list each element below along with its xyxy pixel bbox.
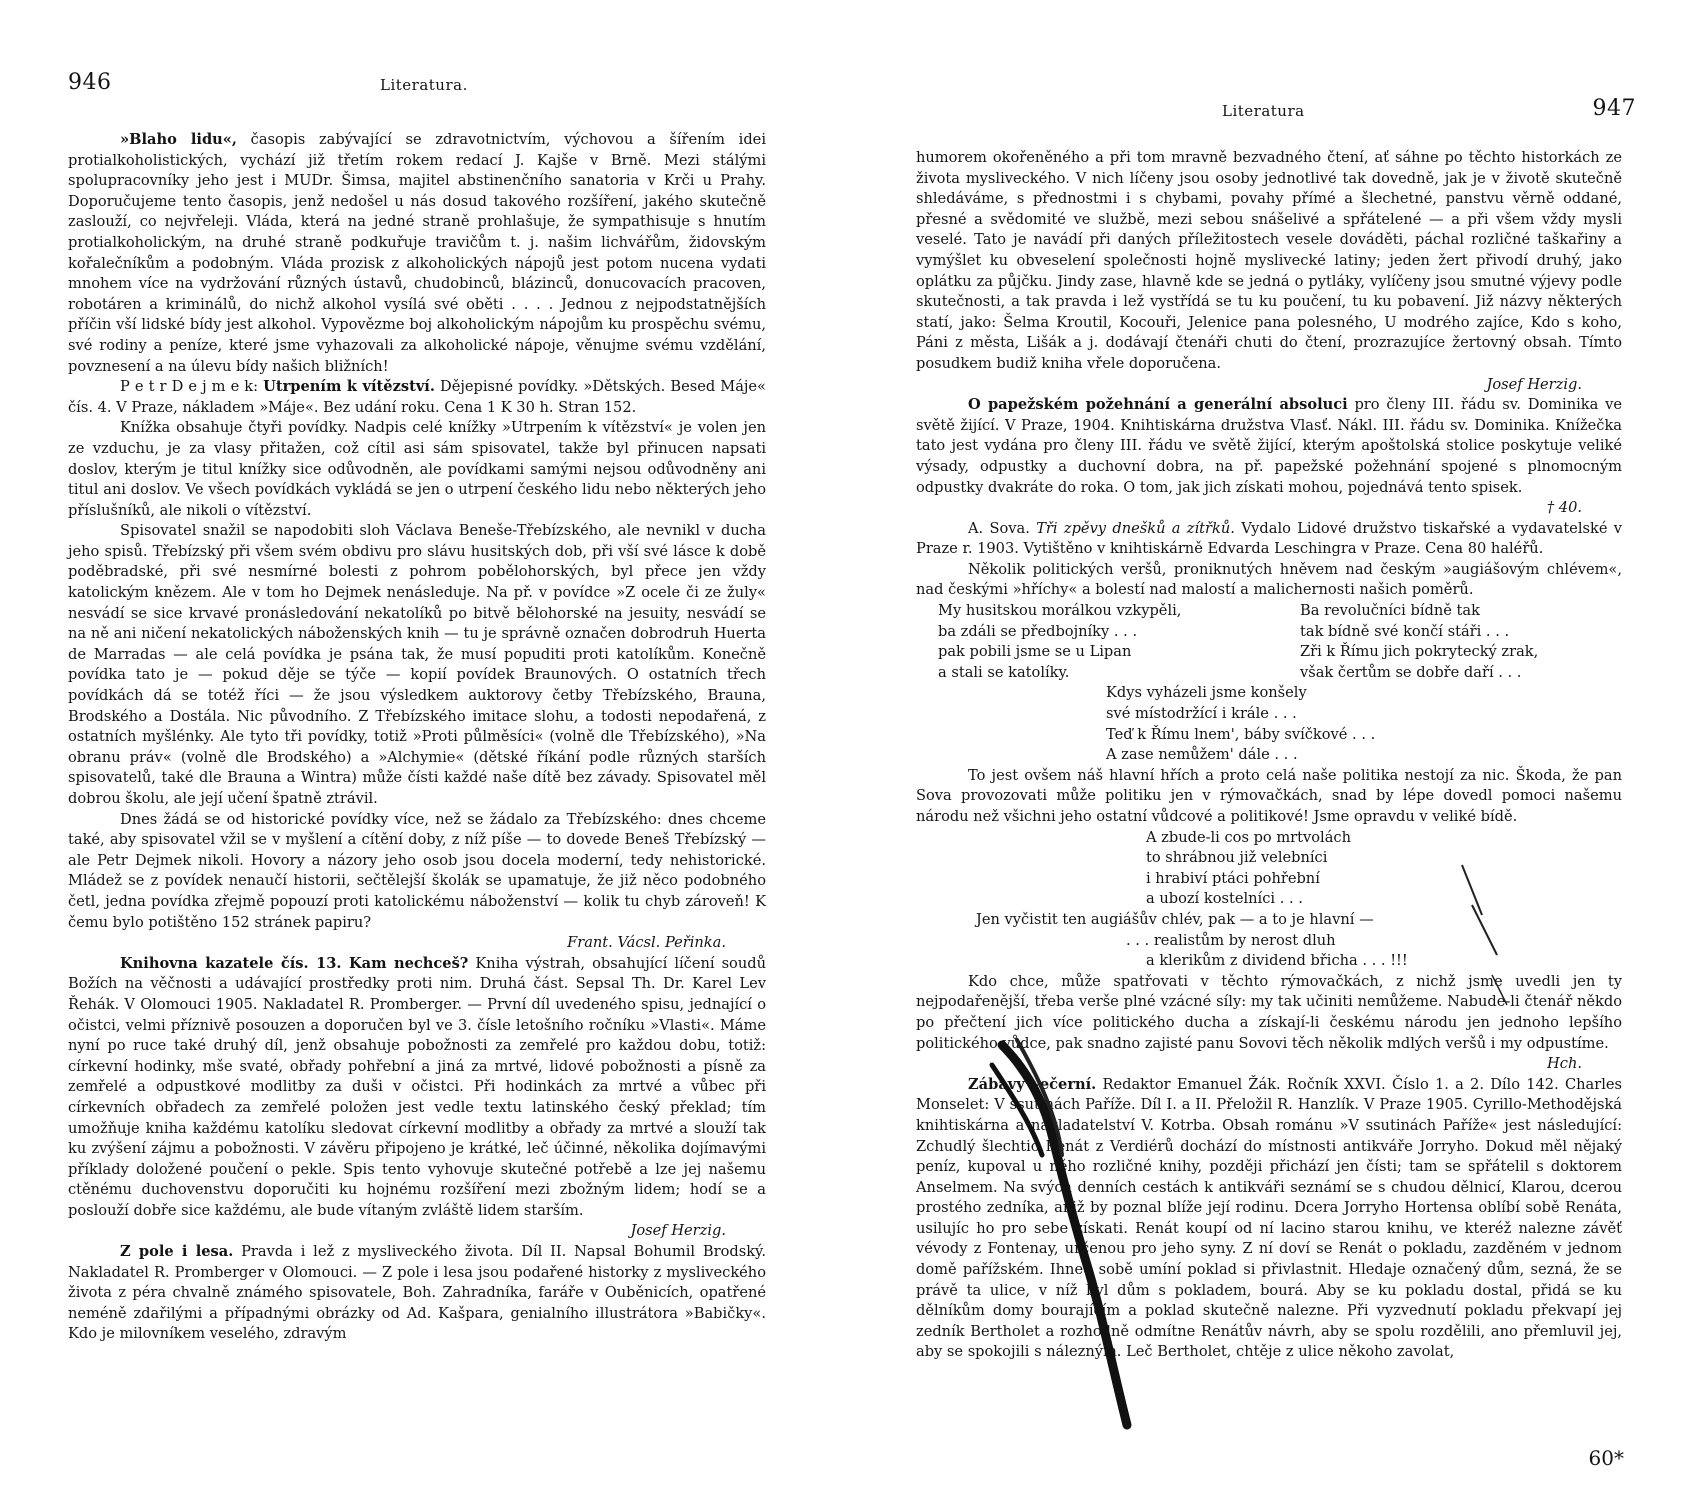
running-title: Literatura <box>1222 102 1305 120</box>
paragraph <box>68 418 766 521</box>
review-title: »Blaho lidu«, <box>120 131 237 148</box>
paragraph-text: Vydalo Lidové družstvo tiskařské a vydavatelské v Praze r. 1903. Vytištěno v knihtiskárně Edvarda Leschingra v Praze. Cena 80 haléřů. <box>916 519 1623 558</box>
poem-stanza-2 <box>1146 828 1622 910</box>
poem-line: to shrábnou již velebníci <box>1146 849 1328 867</box>
paragraph: Několik politických veršů, proniknutých hněvem nad českým »augiášovým chlévem«, nad českými »hříchy« a bolestí nad malostí a malichernosti našich poměrů. <box>916 560 1622 599</box>
running-title: Literatura. <box>380 76 468 94</box>
poem-line: ba zdáli se předbojníky . . . <box>938 622 1138 640</box>
paragraph <box>68 130 766 377</box>
paragraph-text: Kniha výstrah, obsahující líčení soudů Božích na věčnosti a udávající prostředky proti nim. Druhá část. Sepsal Th. Dr. Karel Lev Řehák. V Olomouci 1905. Nakladatel R. Promberger. — První díl uvedeného spisu, jednající o očistci, velmi příznivě posouzen a doporučen byl ve 3. čísle letošního ročníku »Vlasti«. Máme nyní po ruce také druhý díl, jenž obsahuje pobožnosti za zemřelé pro každou dobu, totiž: církevní hodinky, mše svaté, obřady pohřební a jiná za mrtvé, lidové pobožnosti a písně za zemřelé a odpustkové modlitby za duši v očistci. Při hodinkách za mrtvé a vůbec při církevních obřadech za zemřelé položen jest vedle textu latinského český překlad; tím umožňuje kniha každému katolíku sledovat církevní modlitby a obřady za mrtvé a slouží tak ku zvýšení zájmu a pobožnosti. V závěru připojeno je krátké, leč účinné, několika dojímavými příklady doložené poučení o pekle. Spis tento vyhovuje skutečné potřebě a lze jej našemu ctěnému duchovenstvu doporučiti ku hojnému rozšíření mezi zbožným lidem; hodí se a poslouží dobře sice každému, ale bude vítaným zvláště lidem starším. <box>68 954 766 1219</box>
paragraph-text: Dnes žádá se od historické povídky více, než se žádalo za Třebízského: dnes chceme také, aby spisovatel vžil se v myšlení a cítění doby, z níž píše — to dovede Beneš Třebízský — ale Petr Dejmek nikoli. Hovory a názory jeho osob jsou docela moderní, tedy nehistorické. Mládež se z povídek nenaučí historii, sečtělejší školák se upamatuje, že již něco podobného četl, jedna povídka zřejmě popouzí proti katolickému náboženství — kolik tu chyb zároveň! K čemu bylo potištěno 152 stránek papiru? <box>68 810 766 931</box>
poem-stanza-right <box>1300 601 1622 683</box>
paragraph <box>68 521 766 809</box>
paragraph-text: Spisovatel snažil se napodobiti sloh Václava Beneše-Třebízského, ale nevnikl v ducha jeho spisů. Třebízský při všem svém obdivu pro slávu husitských dob, při vší své lásce k době poděbradské, při své nesmírné bolesti z pohrom pobělohorských, byl přece jen vždy katolickým knězem. Ale v tom ho Dejmek nenásleduje. Na př. v povídce »Z ocele či ze žuly« nesvádí se sice krvavé pronásledování nekatolíků po bitvě bělohorské na jesuity, nesvádí se na ně ani ničení nekatolických náboženských knih — tu je správně označen dobrodruh Huerta de Marradas — ale celá povídka je psána tak, že musí popuditi proti katolíkům. Konečně povídka tato je — pokud děje se týče — kopií povídek Braunových. O ostatních třech povídkách dá se totéž říci — že jsou výsledkem auktorovy četby Třebízského, Brauna, Brodského a Dostála. Nic původního. Z Třebízského imitace slohu, a todosti nepodařená, z ostatních myšlénky. Ale tyto tři povídky, totiž »Proti půlměsíci« (volně dle Třebízského), »Na obranu práv« (volně dle Brodského) a »Alchymie« (dětské říkání podle různých starších spisovatelů, také dle Brauna a Wintra) může čísti každé naše dítě bez závady. Spisovatel měl dobrou školu, ale její učení špatně ztrávil. <box>68 522 766 807</box>
review-title: Z pole i lesa. <box>120 1243 234 1261</box>
review-title: Utrpením k vítězství. <box>263 378 435 396</box>
review-title: O papežském požehnání a generální absoluci <box>968 396 1348 414</box>
poem-line: A zbude-li cos po mrtvolách <box>1146 828 1351 846</box>
paragraph-text: P e t r D e j m e k: <box>120 378 264 396</box>
poem-line: i hrabiví ptáci pohřební <box>1146 869 1320 887</box>
paragraph-text: Redaktor Emanuel Žák. Ročník XXVI. Číslo 1. a 2. Dílo 142. Charles Monselet: V ssutinách Paříže. Díl I. a II. Přeložil R. Hanzlík. V Praze 1905. Cyrillo-Methodějská knihtiskárna a nakladatelství V. Kotrba. Obsah románu »V ssutinách Paříže« jest následující: Zchudlý šlechtic Renát z Verdiérů dochází do místnosti antikváře Jorryho. Dokud měl nějaký peníz, kupoval u něho rozličné knihy, později přichází jen čísti; tam se spřátelil s doktorem Anselmem. Na svých denních cestách k antikváři seznámí se s chudou dělnicí, Klarou, dcerou prostého zedníka, aniž by poznal blíže její rodinu. Dcera Jorryho Hortensa oblíbí sobě Renáta, usilujíc ho pro sebe získati. Renát koupí od ní lacino starou knihu, ve kteréž nalezne závěť vévody z Fontenay, určenou pro jeho syny. Z ní doví se Renát o pokladu, zazděném v jednom domě pařížském. Ihned sobě umíní poklad si přivlastnit. Hledaje označený dům, sezná, že se právě ta ulice, v níž byl dům s pokladem, bourá. Aby se ku pokladu dostal, přidá se ku dělníkům domy bourajícím a poklad skutečně nalezne. Při vyzvednutí pokladu překvapí jej zedník Bertholet a rozhodně odmítne Renátův návrh, aby se spolu rozdělili, ano přemluvil jej, aby se spokojili s nálezným. Leč Bertholet, chtěje z ulice někoho zavolat, <box>916 1075 1622 1361</box>
paragraph-text: Pravda i lež z mysliveckého života. Díl II. Napsal Bohumil Brodský. Nakladatel R. Promberger v Olomouci. — Z pole i lesa jsou podařené historky z mysliveckého života z péra chvalně známého spisovatele, Boh. Zahradníka, faráře v Ouběnicích, opatřené neméně zdařilými a případnými obrázky od Ad. Kašpara, genialního illustrátora »Babičky«. Kdo je milovníkem veselého, zdravým <box>68 1243 766 1343</box>
ink-smudge <box>962 1005 1142 1445</box>
left-column-text <box>68 130 766 1345</box>
paragraph-text: humorem okořeněného a při tom mravně bezvadného čtení, ať sáhne po těchto historkách ze života mysliveckého. V nich líčeny jsou osoby jednotlivé tak dovedně, jak je v životě skutečně shledáváme, s přednostmi i s chybami, povahy přímé a šlechetné, panstvu věrně oddané, přesné a svědomité ve službě, mezi sebou snášelivé a spřátelené — a při všem vždy mysli veselé. Tato je navádí při daných příležitostech vesele dováděti, páchal rozličné taškařiny a vymýšlet ku obveselení společnosti hojně myslivecké latiny; jeden žert přivodí druhý, jako oplátku za půjčku. Jindy zase, hlavně kde se jedná o pytláky, vylíčeny jsou smutné výjevy podle skutečnosti, a tak pravda i lež vystřídá se tu ku poučení, tu ku pobavení. Již názvy některých statí, jako: Šelma Kroutil, Kocouři, Jelenice pana polesného, U modrého zajíce, Kdo s koho, Páni z města, Lišák a j. dodávají čtenáři chuti do čtení, prozrazujíce žertovný obsah. Tímto posudkem budiž kniha vřele doporučena. <box>916 149 1622 372</box>
poem-line: . . . realistům by nerost dluh <box>1126 931 1336 949</box>
review-author: A. Sova. <box>968 519 1030 537</box>
poem-line: Kdys vyházeli jsme konšely <box>1106 684 1307 702</box>
poem-line: Jen vyčistit ten augiášův chlév, pak — a to je hlavní — <box>976 910 1374 928</box>
poem-line: Ba revolučníci bídně tak <box>1300 602 1480 620</box>
poem-line: a ubozí kostelníci . . . <box>1146 890 1303 908</box>
paragraph-text: Dějepisné povídky. »Dětských. Besed Máje« čís. 4. V Praze, nákladem »Máje«. Bez udání roku. Cena 1 K 30 h. Stran 152. <box>68 378 766 416</box>
page-number: 947 <box>1592 96 1636 121</box>
poem-stanza-center <box>1106 683 1622 765</box>
paragraph <box>916 395 1622 519</box>
paragraph <box>68 377 766 418</box>
paragraph <box>916 519 1622 560</box>
poem-line: však čertům se dobře daří . . . <box>1300 663 1522 681</box>
poem-line: Zři k Římu jich pokrytecký zrak, <box>1300 643 1539 661</box>
pencil-stroke <box>1452 855 1522 1015</box>
signature: † 40. <box>1546 499 1582 517</box>
review-title: Tři zpěvy dnešků a zítřků. <box>1036 519 1235 537</box>
signature: Josef Herzig. <box>1486 375 1582 393</box>
paragraph <box>916 148 1622 395</box>
poem-line: A zase nemůžem' dále . . . <box>1106 746 1298 764</box>
review-title: Knihovna kazatele čís. 13. Kam nechceš? <box>120 954 469 972</box>
paragraph-text: časopis zabývající se zdravotnictvím, výchovou a šířením idei protialkoholistických, vychází již třetím rokem redací J. Kajše v Brně. Mezi stálými spolupracovníky jeho jest i MUDr. Šimsa, majitel abstinenčního sanatoria v Krči u Prahy. Doporučujeme tento časopis, jenž nedošel u nás dosud takového rozšíření, jakého skutečně zaslouží, co nejvřeleji. Vláda, která na jedné straně prohlašuje, že sympathisuje s hnutím protialkoholickým, na druhé straně podkuřuje travičům t. j. našim lichvářům, židovským kořalečníkům a podobným. Vláda prozisk z alkoholických nápojů jest potom nucena vydati mnohem více na vydržování různých ústavů, chudobinců, blázinců, donucovacích pracoven, robotáren a kriminálů, do nichž alkohol vysílá své oběti . . . . Jednou z nejpodstatnějších příčin vší lidské bídy jest alkohol. Vypovězme boj alkoholickým nápojům ku prospěchu svému, své rodiny a peníze, které jsme vyhazovali za alkoholické nápoje, věnujme svému vzdělání, povznesení a na úlevu bídy našich bližních! <box>68 131 766 375</box>
poem-line: pak pobili jsme se u Lipan <box>938 643 1132 661</box>
page-number: 946 <box>68 70 112 95</box>
poem-line: své místodržící i krále . . . <box>1106 705 1297 723</box>
poem-two-column <box>938 601 1622 683</box>
signature: Hch. <box>1547 1055 1582 1073</box>
paragraph: To jest ovšem náš hlavní hřích a proto celá naše politika nestojí za nic. Škoda, že pan Sova provozovati může politiku jen v rýmovačkách, snad by lépe dovedl pomoci našemu národu než všichni jeho ostatní vůdcové a politikové! Jsme opravdu v veliké bídě. <box>916 766 1622 825</box>
review-title: Zábavy večerní. <box>968 1075 1097 1093</box>
signature: Frant. Vácsl. Peřinka. <box>567 934 726 952</box>
poem-stanza-left <box>938 601 1260 683</box>
paragraph <box>68 1242 766 1345</box>
paragraph <box>68 810 766 954</box>
paragraph-text: Kdo chce, může spatřovati v těchto rýmovačkách, z nichž jsme uvedli jen ty nejpodařenější, třeba verše plné vzácné síly: my tak učiniti nemůžeme. Nabude-li čtenář někdo po přečtení jich více politického ducha a získají-li českému národu jen jednoho lepšího politického vůdce, pak snadno zajisté panu Sovovi těch několik mdlých veršů i my odpustíme. <box>916 972 1622 1052</box>
poem-line: My husitskou morálkou vzkypěli, <box>938 602 1182 620</box>
paragraph-text: Knížka obsahuje čtyři povídky. Nadpis celé knížky »Utrpením k vítězství« je volen jen ze vzduchu, je za vlasy přitažen, což cítil asi sám spisovatel, takže byl přinucen napsati doslov, kterým je titul knížky sice odůvodněn, ale povídkami samými nejsou odůvodněny ani titul ani doslov. Ve všech povídkách vykládá se jen o utrpení českého lidu nebo některých jeho příslušníků, ale nikoli o vítězství. <box>68 419 766 519</box>
paragraph <box>68 954 766 1242</box>
poem-line: Teď k Římu lnem', báby svíčkové . . . <box>1106 725 1376 743</box>
right-page <box>842 0 1684 1500</box>
paragraph-text: pro členy III. řádu sv. Dominika ve světě žijící. V Praze, 1904. Knihtiskárna družstva Vlasť. Nákl. III. řádu sv. Dominika. Knížečka tato jest vydána pro členy III. řádu ve světě žijící, kterým apoštolská stolice poskytuje veliké výsady, odpustky a duchovní dobra, na př. papežské požehnání spojené s plnomocným odpustky dvakráte do roka. O tom, jak jich získati mohou, pojednává tento spisek. <box>916 396 1622 496</box>
poem-stanza-3 <box>976 910 1622 972</box>
poem-line: a klerikům z dividend břicha . . . !!! <box>1146 952 1408 970</box>
poem-line: tak bídně své končí stáři . . . <box>1300 622 1510 640</box>
signature: Josef Herzig. <box>630 1222 726 1240</box>
folio-mark: 60* <box>1588 1446 1624 1470</box>
poem-line: a stali se katolíky. <box>938 663 1070 681</box>
